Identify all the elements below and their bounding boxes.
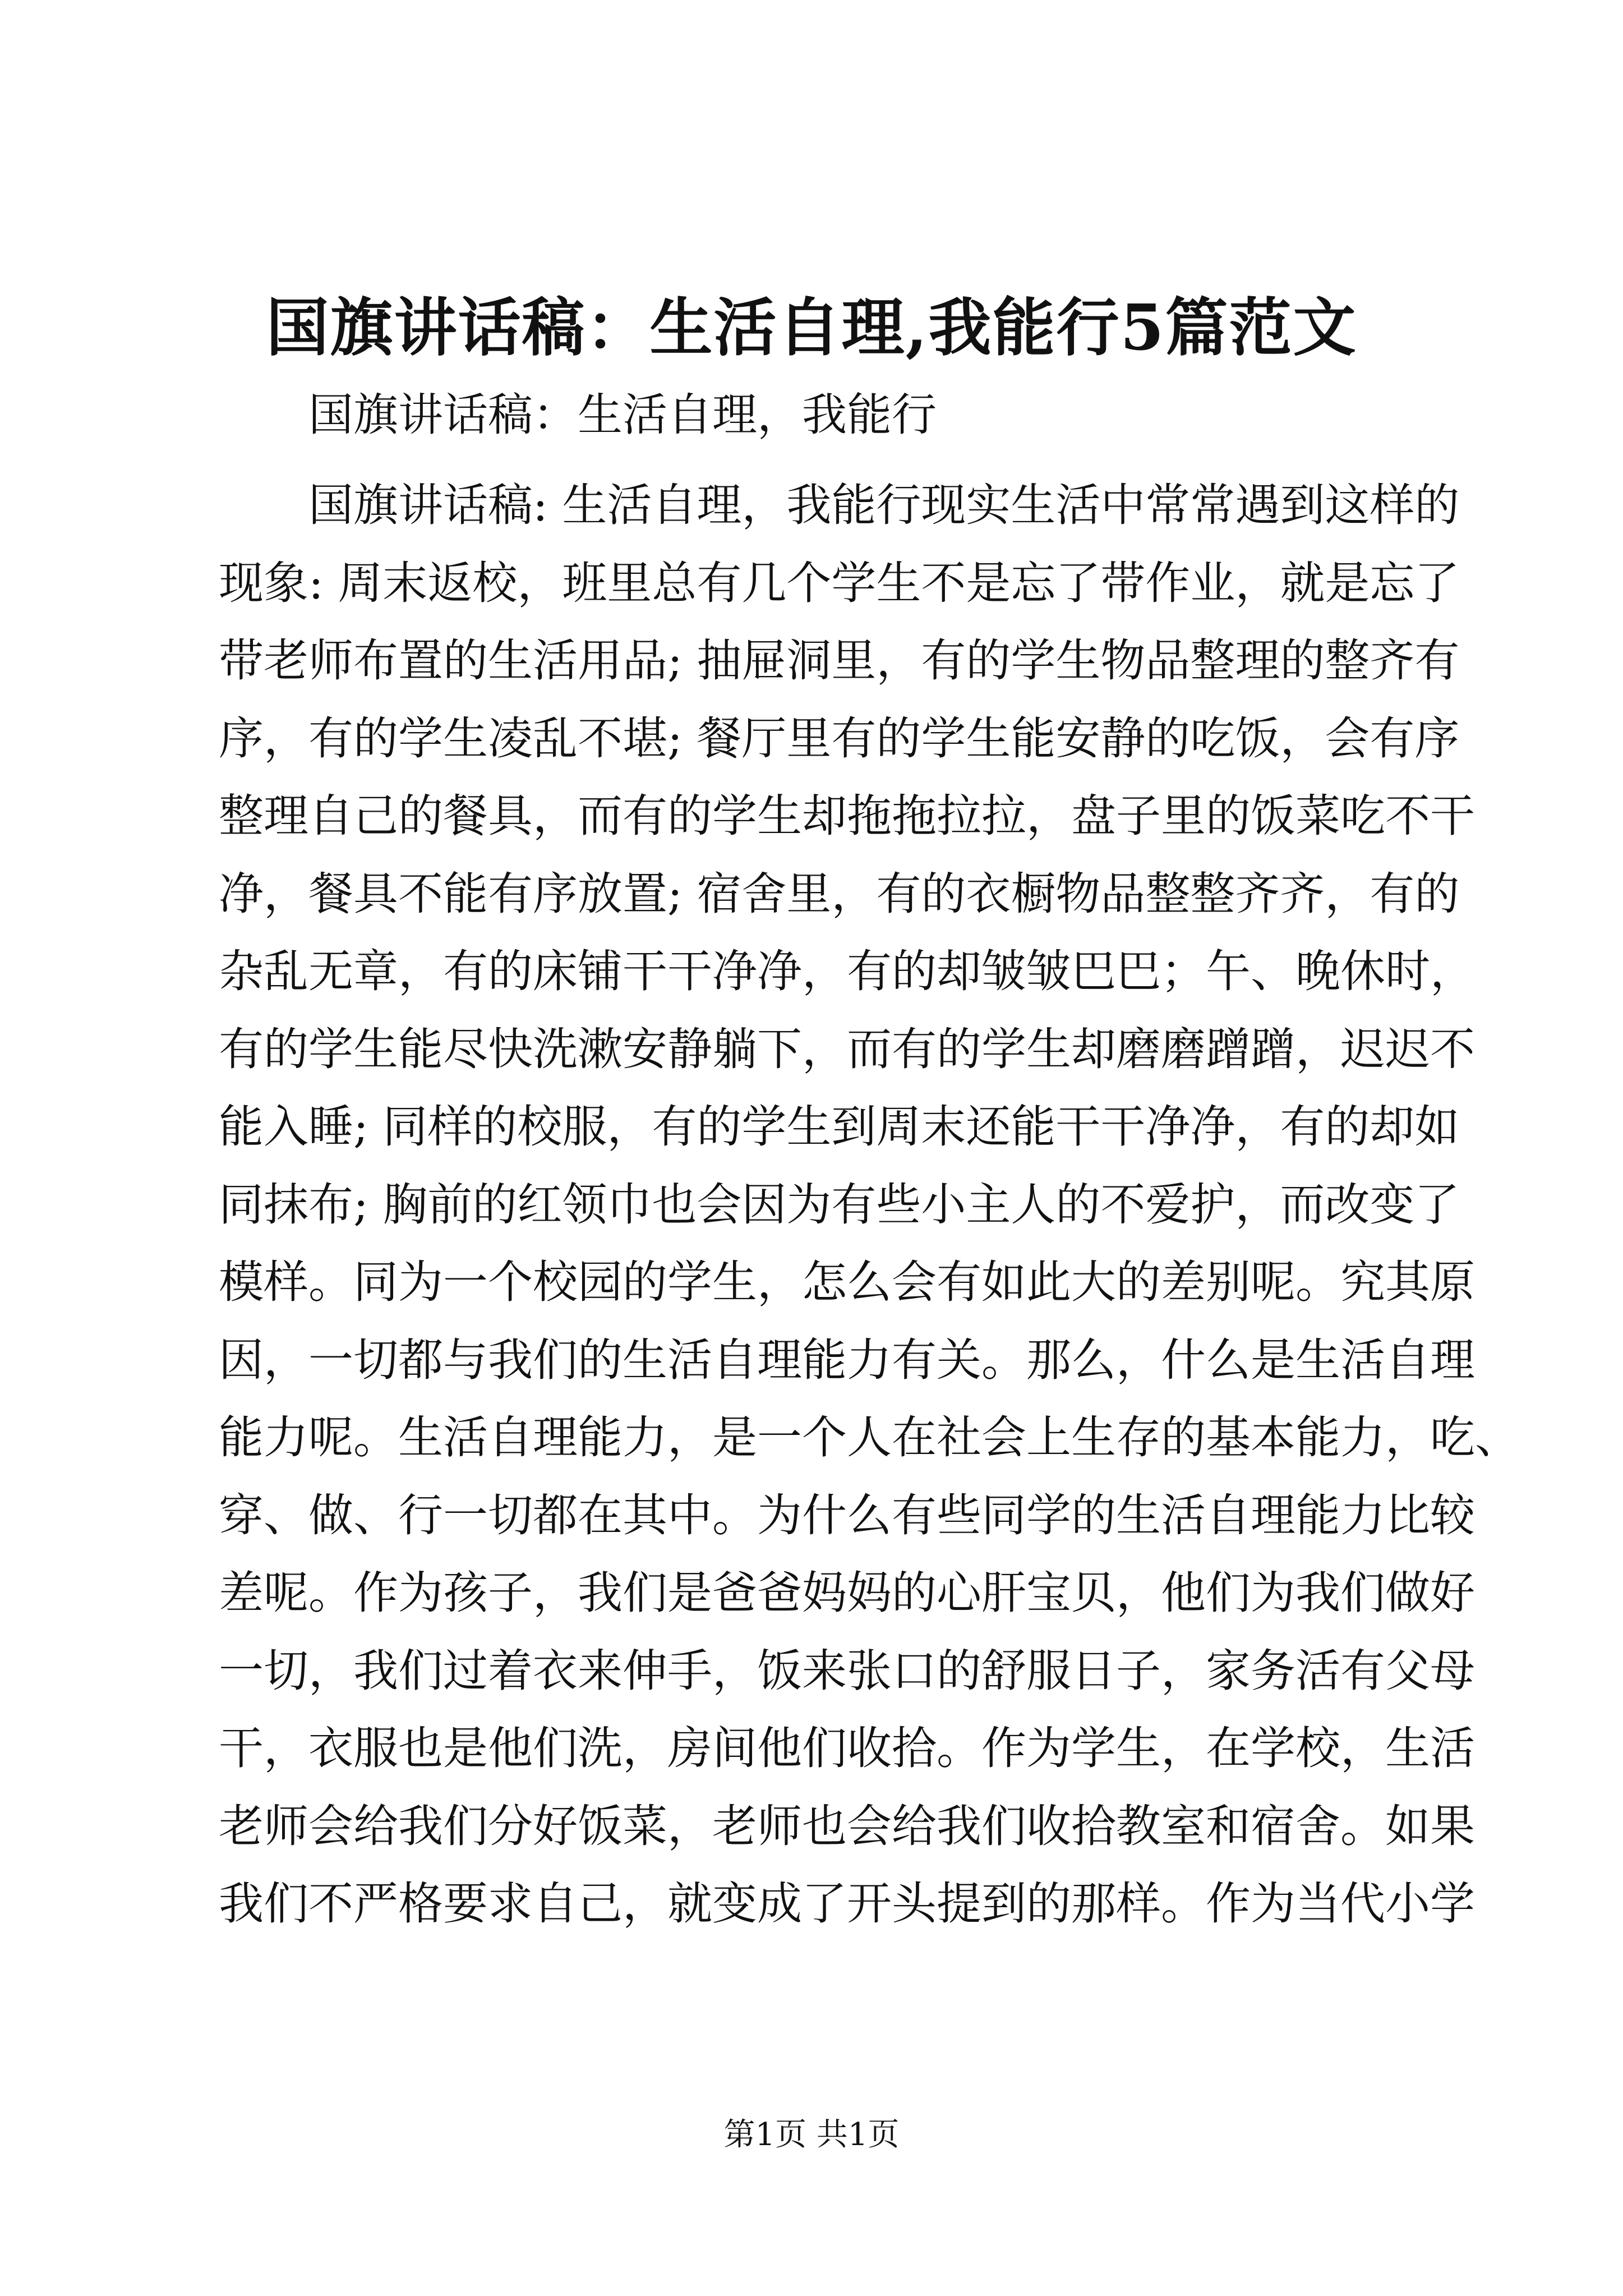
body-line: 能入睡; 同样的校服，有的学生到周末还能干干净净，有的却如 — [219, 1101, 1460, 1153]
body-line: 老师会给我们分好饭菜，老师也会给我们收拾教室和宿舍。如果 — [219, 1800, 1475, 1852]
page-footer: 第1页 共1页 — [723, 2116, 900, 2153]
document-title: 国旗讲话稿：生活自理,我能行5篇范文 — [266, 291, 1357, 365]
body-line: 差呢。作为孩子，我们是爸爸妈妈的心肝宝贝，他们为我们做好 — [219, 1567, 1475, 1619]
body-line: 带老师布置的生活用品; 抽屉洞里，有的学生物品整理的整齐有 — [219, 634, 1460, 687]
body-line: 我们不严格要求自己，就变成了开头提到的那样。作为当代小学 — [219, 1878, 1475, 1930]
body-line: 干，衣服也是他们洗，房间他们收拾。作为学生，在学校，生活 — [219, 1722, 1475, 1774]
body-line: 有的学生能尽快洗漱安静躺下，而有的学生却磨磨蹭蹭，迟迟不 — [219, 1023, 1475, 1075]
body-text — [219, 467, 1520, 1943]
body-line: 国旗讲话稿: 生活自理，我能行现实生活中常常遇到这样的 — [308, 479, 1460, 531]
body-line: 现象: 周末返校，班里总有几个学生不是忘了带作业，就是忘了 — [219, 556, 1460, 609]
body-line: 模样。同为一个校园的学生，怎么会有如此大的差别呢。究其原 — [219, 1256, 1475, 1308]
body-line: 同抹布; 胸前的红领巾也会因为有些小主人的不爱护，而改变了 — [219, 1178, 1460, 1231]
body-line: 净，餐具不能有序放置; 宿舍里，有的衣橱物品整整齐齐，有的 — [219, 867, 1460, 920]
body-line: 穿、做、行一切都在其中。为什么有些同学的生活自理能力比较 — [219, 1489, 1475, 1542]
document-subtitle: 国旗讲话稿：生活自理，我能行 — [308, 389, 937, 441]
body-line: 能力呢。生活自理能力，是一个人在社会上生存的基本能力，吃、 — [219, 1411, 1520, 1464]
body-line: 整理自己的餐具，而有的学生却拖拖拉拉，盘子里的饭菜吃不干 — [219, 790, 1475, 842]
body-line: 杂乱无章，有的床铺干干净净，有的却皱皱巴巴；午、晚休时， — [219, 945, 1475, 997]
body-line: 因，一切都与我们的生活自理能力有关。那么，什么是生活自理 — [219, 1333, 1475, 1386]
body-line: 序，有的学生凌乱不堪; 餐厅里有的学生能安静的吃饭，会有序 — [219, 712, 1460, 765]
body-line: 一切，我们过着衣来伸手，饭来张口的舒服日子，家务活有父母 — [219, 1644, 1475, 1697]
